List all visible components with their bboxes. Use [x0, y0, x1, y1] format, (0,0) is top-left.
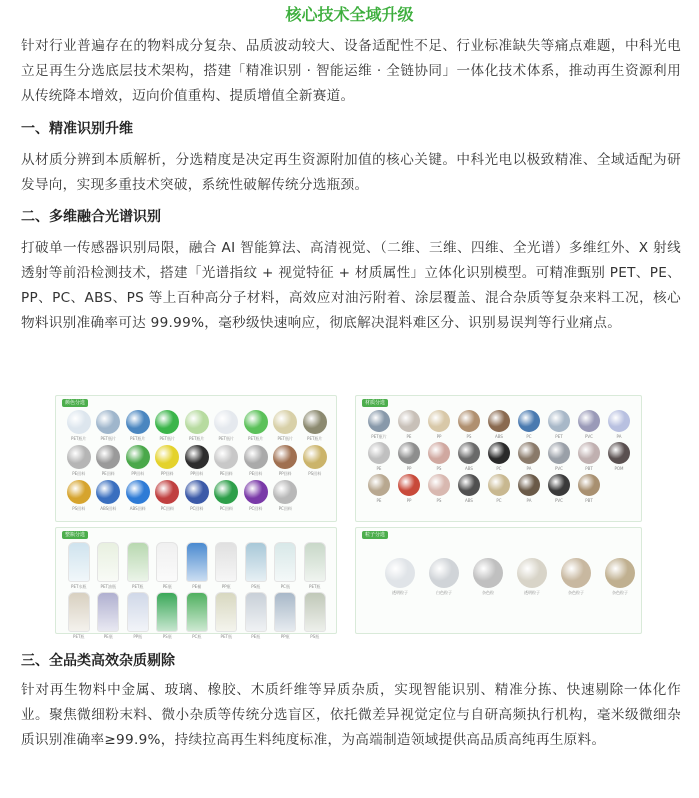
sample-image — [303, 410, 327, 434]
sample-image — [215, 592, 237, 632]
sample-image — [215, 542, 237, 582]
panel-granule — [355, 527, 642, 634]
sample-thumbnail — [514, 410, 544, 439]
sample-image — [244, 410, 268, 434]
sample-caption: 透明粒子 — [392, 590, 408, 595]
sample-caption: PET瓶 — [309, 584, 321, 589]
sample-caption: PC回料 — [278, 506, 292, 511]
sample-caption: ABS回料 — [100, 506, 117, 511]
sample-thumbnail — [64, 445, 94, 476]
sample-caption: PP瓶 — [133, 634, 143, 639]
sample-image — [96, 445, 120, 469]
sample-caption: PC瓶 — [280, 584, 290, 589]
sample-image — [214, 480, 238, 504]
sample-thumbnail — [182, 592, 212, 639]
sample-image — [518, 442, 540, 464]
section-3-body: 针对再生物料中金属、玻璃、橡胶、木质纤维等异质杂质，实现智能识别、精准分拣、快速剔除一体化作业。聚焦微细粉末料、微小杂质等传统分选盲区，依托微差异视觉定位与自研高频执行机构，毫米级微细杂质识别准确率≥99.9%，持续拉高再生料纯度标准，为高端制造领域提供高品质高纯再生原料。 — [21, 682, 681, 748]
sample-thumbnail — [514, 442, 544, 471]
sample-image — [186, 592, 208, 632]
sample-image — [127, 542, 149, 582]
sample-image — [488, 442, 510, 464]
sample-thumbnail — [241, 480, 271, 511]
sample-caption: ABS — [465, 498, 473, 503]
sample-thumbnail — [364, 474, 394, 503]
sample-caption: PE — [406, 434, 412, 439]
sample-thumbnail — [604, 410, 634, 439]
sample-thumbnail — [364, 410, 394, 439]
sample-thumbnail — [94, 592, 124, 639]
sample-image — [127, 592, 149, 632]
sample-image — [458, 474, 480, 496]
sample-thumbnail — [212, 445, 242, 476]
sample-image — [156, 592, 178, 632]
sample-thumbnail — [422, 558, 466, 595]
sample-caption: PC — [526, 434, 532, 439]
sample-image — [67, 445, 91, 469]
panel-shape-tag: 整瓶分选 — [62, 531, 88, 539]
sample-thumbnail — [64, 592, 94, 639]
sample-thumbnail — [454, 410, 484, 439]
panel-color-grid — [64, 410, 330, 511]
sample-caption: PET瓶片 — [248, 436, 264, 441]
sample-caption: 透明粒子 — [524, 590, 540, 595]
sample-caption: PE — [376, 466, 382, 471]
sample-image — [368, 474, 390, 496]
sample-image — [274, 542, 296, 582]
sample-thumbnail — [300, 592, 330, 639]
sample-thumbnail — [241, 542, 271, 589]
sample-image — [185, 445, 209, 469]
sample-caption: PET瓶片 — [277, 436, 293, 441]
sample-image — [608, 410, 630, 432]
sample-thumbnail — [64, 480, 94, 511]
sample-caption: PS瓶 — [162, 634, 172, 639]
sample-image — [518, 410, 540, 432]
sample-caption: PE回料 — [101, 471, 115, 476]
sample-thumbnail — [394, 410, 424, 439]
sample-caption: PET — [555, 434, 563, 439]
sample-caption: POM — [614, 466, 624, 471]
sample-caption: PS — [436, 498, 442, 503]
sample-image — [578, 474, 600, 496]
sample-thumbnail — [466, 558, 510, 595]
sample-image — [244, 480, 268, 504]
sample-thumbnail — [94, 445, 124, 476]
sample-image — [458, 410, 480, 432]
sample-caption: PET瓶片 — [130, 436, 146, 441]
sample-caption: PET瓶 — [132, 584, 144, 589]
sample-caption: PS — [436, 466, 442, 471]
sample-image — [428, 410, 450, 432]
sample-thumbnail — [484, 474, 514, 503]
sample-image — [578, 410, 600, 432]
sample-caption: PA — [616, 434, 622, 439]
sample-thumbnail — [212, 542, 242, 589]
sample-thumbnail — [182, 480, 212, 511]
sample-thumbnail — [241, 445, 271, 476]
section-2-body: 打破单一传感器识别局限，融合 AI 智能算法、高清视觉、（二维、三维、四维、全光谱）多维红外、X 射线透射等前沿检测技术，搭建「光谱指纹 + 视觉特征 + 材质属性」立体化识别模型。可精准甄别 PET、PE、PP、PC、ABS、PS 等上百种高分子材料，高效应对油污附着、涂层覆盖、混合杂质等复杂来料工况，核心物料识别准确率可达 99.99%，毫秒级快速响应，彻底解决混料难区分、识别易误判等行业痛点。 — [21, 240, 681, 331]
sample-caption: PET油瓶 — [100, 584, 116, 589]
sample-thumbnail — [300, 445, 330, 476]
sample-caption: PVC — [555, 466, 563, 471]
sample-caption: PC回料 — [160, 506, 174, 511]
sample-thumbnail — [424, 474, 454, 503]
sample-image — [548, 410, 570, 432]
sample-thumbnail — [454, 442, 484, 471]
sample-image — [561, 558, 591, 588]
sample-image — [428, 442, 450, 464]
sample-thumbnail — [424, 410, 454, 439]
sample-image — [304, 542, 326, 582]
sample-image — [368, 442, 390, 464]
sample-caption: ABS — [465, 466, 473, 471]
sample-image — [155, 410, 179, 434]
intro-paragraph: 针对行业普遍存在的物料成分复杂、品质波动较大、设备适配性不足、行业标准缺失等痛点难题，中科光电立足再生分选底层技术架构，搭建「精准识别 · 智能运维 · 全链协同」一体化技术体系，推动再生资源利用从传统降本增效，迈向价值重构、提质增值全新赛道。 — [21, 38, 681, 104]
sample-caption: PP — [436, 434, 442, 439]
sample-caption: 杂色粒子 — [568, 590, 584, 595]
sample-caption: PET瓶片 — [218, 436, 234, 441]
section-3-heading: 三、全品类高效杂质剔除 — [21, 653, 175, 669]
sample-image — [429, 558, 459, 588]
section-1-body: 从材质分辨到本质解析，分选精度是决定再生资源附加值的核心关键。中科光电以极致精准、全域适配为研发导向，实现多重技术突破，系统性破解传统分选瓶颈。 — [21, 152, 681, 193]
sample-thumbnail — [212, 410, 242, 441]
sample-caption: PET瓶片 — [189, 436, 205, 441]
panel-granule-tag: 粒子分选 — [362, 531, 388, 539]
sample-image — [273, 445, 297, 469]
sample-thumbnail — [544, 474, 574, 503]
sample-thumbnail — [514, 474, 544, 503]
sample-thumbnail — [182, 410, 212, 441]
sample-caption: PS — [466, 434, 472, 439]
sample-caption: PVC — [555, 498, 563, 503]
sample-thumbnail — [510, 558, 554, 595]
sample-thumbnail — [394, 474, 424, 503]
sample-image — [473, 558, 503, 588]
sample-caption: ABS回料 — [129, 506, 146, 511]
sample-image — [155, 480, 179, 504]
sample-caption: PET瓶 — [220, 634, 232, 639]
sample-thumbnail — [300, 410, 330, 441]
panel-shape-grid — [64, 542, 330, 639]
sample-thumbnail — [153, 542, 183, 589]
sample-image — [608, 442, 630, 464]
sample-caption: PP — [406, 498, 412, 503]
sample-thumbnail — [94, 542, 124, 589]
sample-thumbnail — [271, 592, 301, 639]
sample-caption: PS回料 — [308, 471, 322, 476]
sample-caption: PBT — [585, 466, 593, 471]
sample-image — [244, 445, 268, 469]
sample-caption: PC回料 — [190, 506, 204, 511]
sample-thumbnail — [123, 592, 153, 639]
sample-thumbnail — [271, 480, 301, 511]
sample-image — [155, 445, 179, 469]
sample-caption: PC回料 — [219, 506, 233, 511]
sample-image — [518, 474, 540, 496]
sample-thumbnail — [598, 558, 642, 595]
sample-thumbnail — [544, 442, 574, 471]
sample-thumbnail — [64, 542, 94, 589]
sample-caption: PP回料 — [160, 471, 174, 476]
sample-image — [398, 410, 420, 432]
sample-image — [96, 410, 120, 434]
section-2-heading: 二、多维融合光谱识别 — [21, 209, 161, 225]
sample-image — [304, 592, 326, 632]
sample-image — [398, 442, 420, 464]
sample-thumbnail — [182, 445, 212, 476]
sample-caption: PC回料 — [249, 506, 263, 511]
sample-caption: PC — [496, 498, 502, 503]
sample-caption: PET瓶片 — [371, 434, 387, 439]
panel-material — [355, 395, 642, 522]
sample-image — [97, 592, 119, 632]
sample-caption: 杂色粒子 — [612, 590, 628, 595]
sample-caption: ABS — [495, 434, 503, 439]
sample-thumbnail — [484, 410, 514, 439]
sample-image — [96, 480, 120, 504]
sample-caption: PET瓶 — [73, 634, 85, 639]
sample-caption: PET瓶片 — [71, 436, 87, 441]
sample-image — [126, 480, 150, 504]
panel-color-tag: 颜色分选 — [62, 399, 88, 407]
sample-thumbnail — [123, 542, 153, 589]
sample-image — [517, 558, 547, 588]
sample-image — [274, 592, 296, 632]
article-title: 核心技术全域升级 — [285, 5, 414, 24]
panel-shape — [55, 527, 337, 639]
sample-thumbnail — [123, 445, 153, 476]
sample-image — [156, 542, 178, 582]
sample-caption: PS瓶 — [251, 584, 261, 589]
sample-caption: PP回料 — [278, 471, 292, 476]
sample-caption: PS瓶 — [310, 634, 320, 639]
sample-image — [368, 410, 390, 432]
sample-caption: PP瓶 — [280, 634, 290, 639]
sample-caption: PET瓶片 — [307, 436, 323, 441]
sample-caption: PVC — [585, 434, 593, 439]
sample-image — [398, 474, 420, 496]
sample-thumbnail — [182, 542, 212, 589]
sample-thumbnail — [212, 592, 242, 639]
sample-thumbnail — [378, 558, 422, 595]
sample-caption: 杂色粒 — [482, 590, 494, 595]
sample-thumbnail — [574, 474, 604, 503]
sample-image — [488, 410, 510, 432]
sample-image — [214, 445, 238, 469]
sample-image — [185, 480, 209, 504]
sample-thumbnail — [153, 592, 183, 639]
sample-caption: PE瓶 — [251, 634, 261, 639]
sample-caption: PS回料 — [72, 506, 86, 511]
sample-thumbnail — [271, 542, 301, 589]
sample-image — [126, 445, 150, 469]
sample-thumbnail — [153, 445, 183, 476]
sample-caption: PP — [406, 466, 412, 471]
sample-thumbnail — [484, 442, 514, 471]
sample-caption: PA — [526, 498, 532, 503]
sample-image — [428, 474, 450, 496]
sample-caption: PE回料 — [72, 471, 86, 476]
sample-thumbnail — [64, 410, 94, 441]
sample-caption: PC — [496, 466, 502, 471]
sample-image — [67, 480, 91, 504]
sample-image — [185, 410, 209, 434]
sample-image — [303, 445, 327, 469]
sample-image — [548, 442, 570, 464]
sample-image — [245, 592, 267, 632]
sample-caption: PBT — [585, 498, 593, 503]
sample-thumbnail — [574, 442, 604, 471]
sample-thumbnail — [604, 442, 634, 471]
sample-caption: PE瓶 — [162, 584, 172, 589]
sample-image — [68, 542, 90, 582]
sample-caption: PP瓶 — [221, 584, 231, 589]
sample-image — [186, 542, 208, 582]
sample-thumbnail — [94, 480, 124, 511]
sample-caption: PE回料 — [249, 471, 263, 476]
sample-caption: PE瓶 — [103, 634, 113, 639]
sample-thumbnail — [241, 592, 271, 639]
sample-image — [97, 542, 119, 582]
sample-image — [385, 558, 415, 588]
sample-image — [214, 410, 238, 434]
sample-thumbnail — [424, 442, 454, 471]
sample-thumbnail — [454, 474, 484, 503]
sample-image — [578, 442, 600, 464]
sample-thumbnail — [212, 480, 242, 511]
sample-caption: PET水瓶 — [71, 584, 87, 589]
sample-caption: PE — [376, 498, 382, 503]
sample-thumbnail — [554, 558, 598, 595]
sample-caption: PET瓶片 — [159, 436, 175, 441]
sample-caption: PE回料 — [219, 471, 233, 476]
sample-thumbnail — [241, 410, 271, 441]
panel-material-tag: 材质分选 — [362, 399, 388, 407]
sample-image — [273, 410, 297, 434]
sample-image — [245, 542, 267, 582]
sample-caption: PA — [526, 466, 532, 471]
sample-image — [548, 474, 570, 496]
sample-thumbnail — [544, 410, 574, 439]
sample-thumbnail — [153, 410, 183, 441]
sample-image — [458, 442, 480, 464]
sample-thumbnail — [574, 410, 604, 439]
sample-image — [67, 410, 91, 434]
panel-material-grid — [364, 410, 634, 503]
sample-thumbnail — [123, 410, 153, 441]
sample-caption: PP回料 — [131, 471, 145, 476]
panel-granule-grid — [378, 558, 642, 595]
sample-caption: PP回料 — [190, 471, 204, 476]
sample-thumbnail — [271, 410, 301, 441]
sample-image — [488, 474, 510, 496]
sample-thumbnail — [94, 410, 124, 441]
sample-caption: PET瓶片 — [100, 436, 116, 441]
sample-image — [605, 558, 635, 588]
sample-image — [126, 410, 150, 434]
sample-thumbnail — [271, 445, 301, 476]
sample-thumbnail — [364, 442, 394, 471]
sample-thumbnail — [394, 442, 424, 471]
sample-thumbnail — [153, 480, 183, 511]
panel-color — [55, 395, 337, 522]
sample-image — [68, 592, 90, 632]
section-1-heading: 一、精准识别升维 — [21, 121, 133, 137]
sample-caption: 白色粒子 — [436, 590, 452, 595]
sample-image — [273, 480, 297, 504]
sample-caption: PE桶 — [192, 584, 202, 589]
sample-caption: PC瓶 — [192, 634, 202, 639]
sample-thumbnail — [123, 480, 153, 511]
sample-thumbnail — [300, 542, 330, 589]
